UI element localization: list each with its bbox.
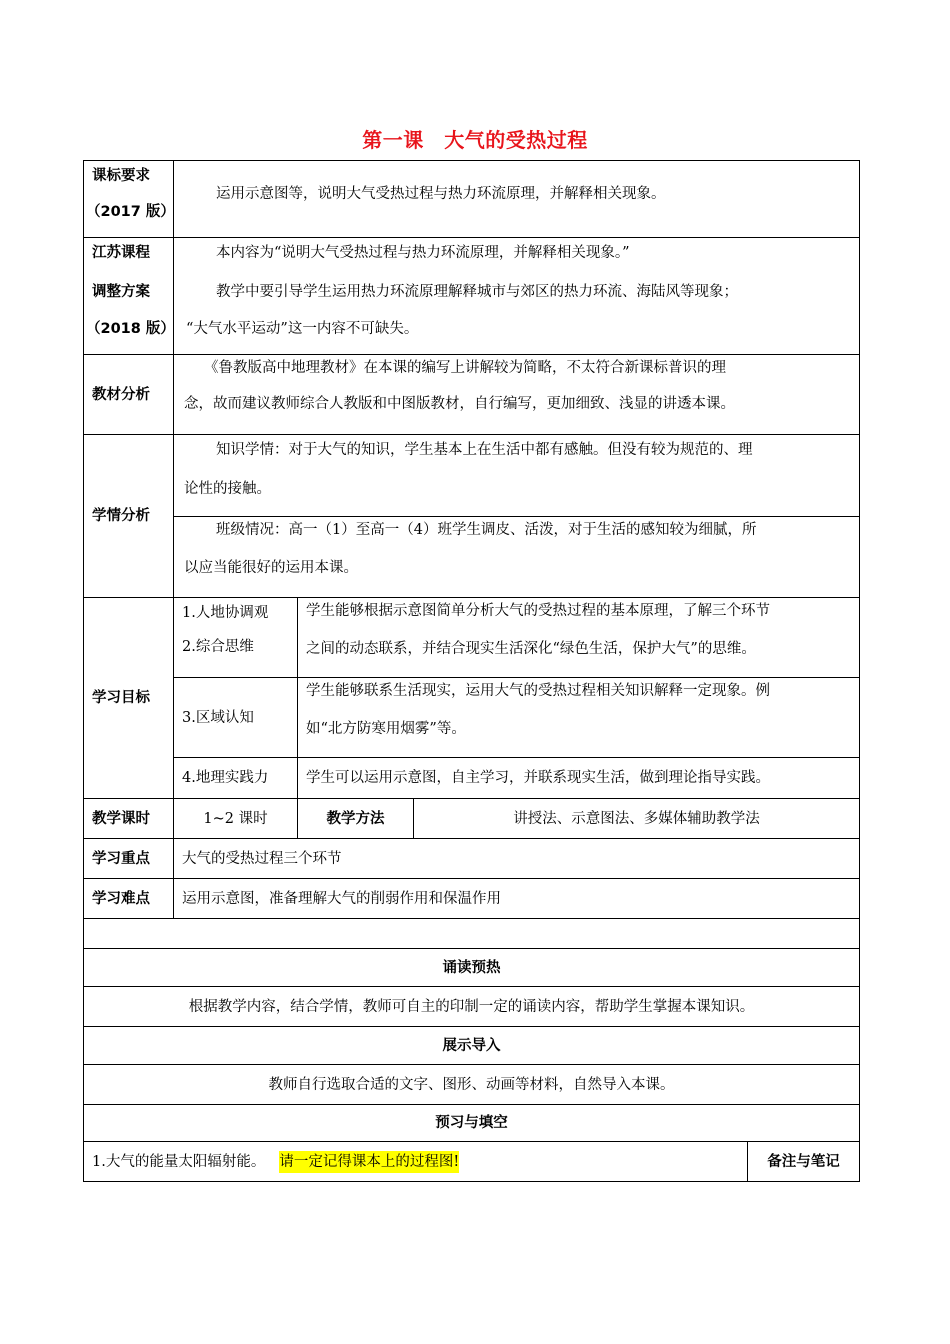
yuxi-header: 预习与填空	[435, 1115, 508, 1131]
songdu-header-cell	[84, 949, 860, 987]
notes-header: 备注与笔记	[767, 1153, 840, 1170]
jiangsu-line3: “大气水平运动”这一内容不可缺失。	[186, 321, 419, 337]
yuxi-header-cell	[84, 1105, 860, 1142]
kebiao-label-line2: （2017 版）	[86, 204, 175, 220]
method-label: 教学方法	[326, 810, 385, 827]
mubiao-label-cell	[84, 598, 174, 799]
jiangsu-line1: 本内容为“说明大气受热过程与热力环流原理，并解释相关现象。”	[216, 245, 630, 261]
zhongdian-label-cell	[84, 839, 174, 879]
blank-row	[84, 919, 860, 949]
kebiao-label-cell	[84, 161, 174, 238]
page-title: 第一课 大气的受热过程	[362, 128, 588, 152]
zhanshi-header: 展示导入	[442, 1037, 501, 1054]
keshi-label: 教学课时	[92, 810, 150, 827]
mubiao-r1-text-cell	[298, 598, 860, 678]
mubiao-r1-key-cell	[174, 598, 298, 678]
yuxi-highlight-note: 请一定记得课本上的过程图!	[279, 1151, 459, 1173]
zhongdian-label: 学习重点	[92, 850, 150, 867]
zhanshi-header-cell	[84, 1027, 860, 1065]
xueqing-b-line1: 班级情况：高一（1）至高一（4）班学生调皮、活泼，对于生活的感知较为细腻，所	[216, 522, 757, 538]
zhongdian-value: 大气的受热过程三个环节	[182, 850, 342, 867]
mubiao-r1-key2: 2.综合思维	[182, 639, 254, 655]
mubiao-r1-text1: 学生能够根据示意图简单分析大气的受热过程的基本原理，了解三个环节	[306, 603, 770, 619]
mubiao-r2-text-cell	[298, 678, 860, 758]
method-label-cell	[298, 799, 414, 839]
xueqing-a-line2: 论性的接触。	[184, 481, 271, 497]
xueqing-b-cell	[174, 517, 860, 598]
yuxi-item-cell	[84, 1142, 748, 1182]
jiangsu-content-cell	[174, 238, 860, 355]
nandian-label-cell	[84, 879, 174, 919]
mubiao-r2-text2: 如“北方防寒用烟雾”等。	[306, 721, 466, 737]
xueqing-label-cell	[84, 435, 174, 598]
songdu-header: 诵读预热	[442, 959, 501, 976]
jiangsu-label-line2: 调整方案	[92, 284, 150, 300]
nandian-label: 学习难点	[92, 890, 150, 907]
nandian-value-cell	[174, 879, 860, 919]
xueqing-a-line1: 知识学情：对于大气的知识，学生基本上在生活中都有感触。但没有较为规范的、理	[216, 442, 753, 458]
songdu-text-cell	[84, 987, 860, 1027]
jiaocai-line2: 念，故而建议教师综合人教版和中图版教材，自行编写，更加细致、浅显的讲透本课。	[184, 396, 735, 412]
mubiao-r3-key-cell	[174, 758, 298, 799]
jiangsu-label-line1: 江苏课程	[92, 245, 150, 261]
songdu-text: 根据教学内容，结合学情，教师可自主的印制一定的诵读内容，帮助学生掌握本课知识。	[188, 998, 755, 1015]
jiaocai-label-cell	[84, 355, 174, 435]
mubiao-r3-text: 学生可以运用示意图，自主学习，并联系现实生活，做到理论指导实践。	[306, 770, 770, 786]
mubiao-r1-text2: 之间的动态联系，并结合现实生活深化“绿色生活，保护大气”的思维。	[306, 641, 756, 657]
jiangsu-label-line3: （2018 版）	[86, 321, 175, 337]
zhongdian-value-cell	[174, 839, 860, 879]
keshi-label-cell	[84, 799, 174, 839]
mubiao-label: 学习目标	[92, 690, 150, 706]
zhanshi-text-cell	[84, 1065, 860, 1105]
kebiao-text: 运用示意图等，说明大气受热过程与热力环流原理，并解释相关现象。	[216, 186, 666, 202]
keshi-value: 1~2 课时	[203, 810, 268, 827]
zhanshi-text: 教师自行选取合适的文字、图形、动画等材料，自然导入本课。	[268, 1076, 675, 1093]
xueqing-a-cell	[174, 435, 860, 517]
notes-header-cell	[748, 1142, 860, 1182]
kebiao-content-cell	[174, 161, 860, 238]
xueqing-label: 学情分析	[92, 508, 150, 524]
kebiao-label-line1: 课标要求	[92, 168, 150, 184]
xueqing-b-line2: 以应当能很好的运用本课。	[184, 560, 358, 576]
method-value-cell	[414, 799, 860, 839]
mubiao-r2-text1: 学生能够联系生活现实，运用大气的受热过程相关知识解释一定现象。例	[306, 683, 770, 699]
mubiao-r1-key1: 1.人地协调观	[182, 605, 269, 621]
method-value: 讲授法、示意图法、多媒体辅助教学法	[513, 810, 760, 827]
mubiao-r3-text-cell	[298, 758, 860, 799]
mubiao-r2-key-cell	[174, 678, 298, 758]
jiangsu-label-cell	[84, 238, 174, 355]
nandian-value: 运用示意图，准备理解大气的削弱作用和保温作用	[182, 890, 501, 907]
mubiao-r2-key: 3.区域认知	[182, 709, 254, 726]
jiaocai-content-cell	[174, 355, 860, 435]
keshi-value-cell	[174, 799, 298, 839]
yuxi-item: 1.大气的能量太阳辐射能。	[92, 1153, 266, 1170]
mubiao-r3-key: 4.地理实践力	[182, 770, 269, 786]
lesson-plan-table	[83, 160, 860, 1182]
jiaocai-line1: 《鲁教版高中地理教材》在本课的编写上讲解较为简略，不太符合新课标普识的理	[204, 360, 726, 376]
jiangsu-line2: 教学中要引导学生运用热力环流原理解释城市与郊区的热力环流、海陆风等现象；	[216, 284, 738, 300]
jiaocai-label: 教材分析	[92, 386, 150, 403]
